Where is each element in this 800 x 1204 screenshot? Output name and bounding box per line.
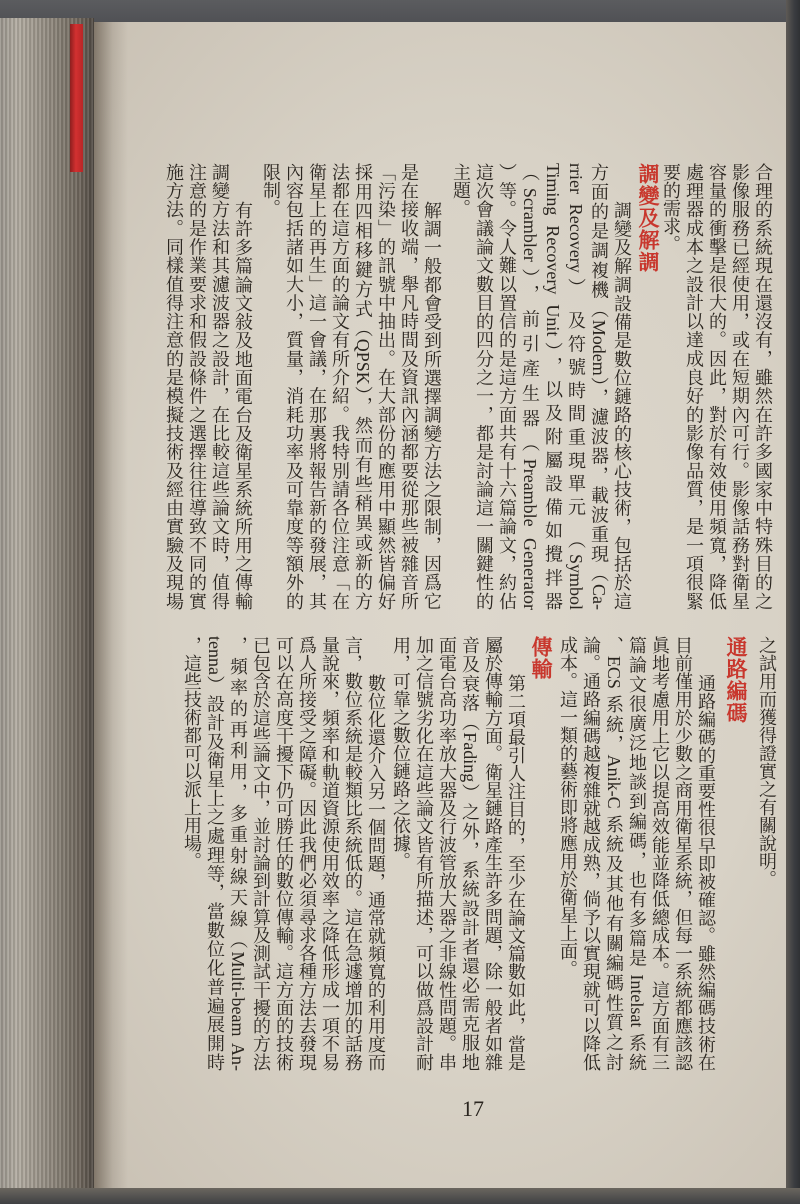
text-column: 言，數位系統是較類比系統低的。這在急遽增加的話務 <box>343 636 363 1071</box>
text-column: 通路編碼的重要性很早即被確認。雖然編碼技術在 <box>696 674 716 1071</box>
text-column: 採用四相移鍵方式（QPSK），然而有些稍異或新的方 <box>353 163 373 610</box>
text-column: 這次會議論文數目的四分之一，都是討論這一關鍵性的 <box>474 163 494 610</box>
text-column: 主題。 <box>451 163 471 217</box>
text-column: ，這些技術都可以派上用場。 <box>182 636 202 870</box>
text-column: 音及衰落（Fading）之外，系統設計者還必需克服地 <box>460 636 480 1071</box>
text-column: 法都在這方面的論文有所介紹。我特別請各位注意「在 <box>330 163 350 610</box>
text-column: Timing Recovery Unit），以及附屬設備如攪拌器 <box>543 163 563 610</box>
book-cover-top-edge <box>0 0 800 24</box>
text-column: 量說來，頻率和軌道資源使用效率之降低形成一項不易 <box>320 636 340 1071</box>
text-column: 眞地考慮用上它以提高效能並降低總成本。這方面有三 <box>650 636 670 1071</box>
text-column: 是在接收端，舉凡時間及資訊內涵都要從那些被雜音所 <box>399 163 419 610</box>
red-page-edge-marker <box>70 24 83 172</box>
text-column: 、ECS 系統，Anik-C 系統及其他有關編碼性質之討 <box>604 636 624 1071</box>
page-stack-edge <box>0 18 94 1190</box>
text-column: 之試用而獲得證實之有關說明。 <box>757 636 777 888</box>
text-column: 篇論文很廣泛地談到編碼，也有多篇是 Intelsat 系統 <box>627 636 647 1071</box>
text-column: 容量的衝擊是很大的。因此，對於有效使用頻寬，降低 <box>707 163 727 610</box>
upper-text-block <box>162 163 774 610</box>
text-column: 合理的系統現在還沒有，雖然在許多國家中特殊目的之 <box>753 163 773 610</box>
text-column: 調變及解調設備是數位鏈路的核心技術，包括於這 <box>612 201 632 610</box>
text-column: 成本。這一類的藝術即將應用於衛星上面。 <box>558 636 578 978</box>
paragraph <box>259 163 443 610</box>
text-column: 注意的是作業要求和假設條件之選擇往往導致不同的實 <box>187 163 207 610</box>
gutter-shadow <box>94 22 128 1188</box>
book-cover-right-edge <box>786 0 800 1204</box>
text-column: 加之信號劣化在這些論文皆有所描述，可以做爲設計耐 <box>414 636 434 1071</box>
paragraph <box>180 636 387 1071</box>
text-column: rrier Recovery） 及符號時間重現單元 （Symbol <box>566 163 586 610</box>
text-column: 論。通路編碼越複雜就越成熟，倘予以實現就可以降低 <box>581 636 601 1071</box>
text-column: 面電台高功率放大器及行波管放大器之非線性問題。串 <box>437 636 457 1071</box>
text-column: 屬於傳輸方面。衛星鏈路產生許多問題，除一般者如雜 <box>483 636 503 1071</box>
text-column: 第二項最引人注目的，至少在論文篇數如此，當是 <box>506 674 526 1071</box>
text-column: tenna）設計及衛星上之處理等，當數位化普遍展開時 <box>205 636 225 1071</box>
paragraph <box>389 636 527 1071</box>
text-column: 爲人所接受之障礙。因此我們必須尋求各種方法去發現 <box>297 636 317 1071</box>
continued-paragraph <box>755 636 778 1071</box>
continued-paragraph <box>659 163 774 610</box>
lower-text-block <box>180 636 778 1071</box>
text-column: 「污染」的訊號中抽出。在大部份的應用中顯然皆偏好 <box>376 163 396 610</box>
text-column: 限制。 <box>261 163 281 217</box>
text-column: 目前僅用於少數之商用衛星系統，但每一系統都應該認 <box>673 636 693 1071</box>
text-column: 要的需求。 <box>661 163 681 253</box>
paragraph <box>162 163 254 610</box>
text-column: 用，可靠之數位鏈路之依據。 <box>391 636 411 870</box>
text-column: 數位化還介入另一個問題，通常就頻寬的利用度而 <box>366 674 386 1071</box>
text-column: 處理器成本之設計以達成良好的影像品質，是一項很緊 <box>684 163 704 610</box>
section-heading: 調變及解調 <box>636 163 660 273</box>
text-column: 解調一般都會受到所選擇調變方法之限制，因爲它 <box>422 201 442 610</box>
text-column: 施方法。同樣值得注意的是模擬技術及經由實驗及現場 <box>164 163 184 610</box>
text-column: （Scrambler），前引產生器（Preamble Generator <box>520 163 540 610</box>
text-column: 方面的是調複機（Modem），濾波器，載波重現（Ca- <box>589 163 609 610</box>
text-column: 衛星上的再生」這一會議，在那裏將報告新的發展，其 <box>307 163 327 610</box>
book-cover-bottom-edge <box>0 1188 800 1204</box>
text-column: 調變方法和其濾波器之設計，在比較這些論文時，值得 <box>210 163 230 610</box>
text-column: 已包含於這些論文中，並討論到計算及測試干擾的方法 <box>251 636 271 1071</box>
paragraph <box>449 163 633 610</box>
text-column: ，頻率的再利用，多重射線天線（Multi-beam An- <box>228 636 248 1071</box>
text-column: 影像服務已經使用，或在短期內可行。影像話務對衛星 <box>730 163 750 610</box>
page-number: 17 <box>462 1096 484 1121</box>
text-column: 有許多篇論文敍及地面電台及衛星系統所用之傳輸 <box>233 201 253 610</box>
text-column: 內容包括諸如大小，質量，消耗功率及可靠度等額外的 <box>284 163 304 610</box>
section-heading: 傳輸 <box>529 636 553 680</box>
section-heading: 通路編碼 <box>724 636 748 724</box>
text-column: ）等。令人難以置信的是這方面共有十六篇論文，約佔 <box>497 163 517 610</box>
text-column: 可以在高度干擾下仍可勝任的數位傳輸。這方面的技術 <box>274 636 294 1071</box>
paragraph <box>556 636 717 1071</box>
